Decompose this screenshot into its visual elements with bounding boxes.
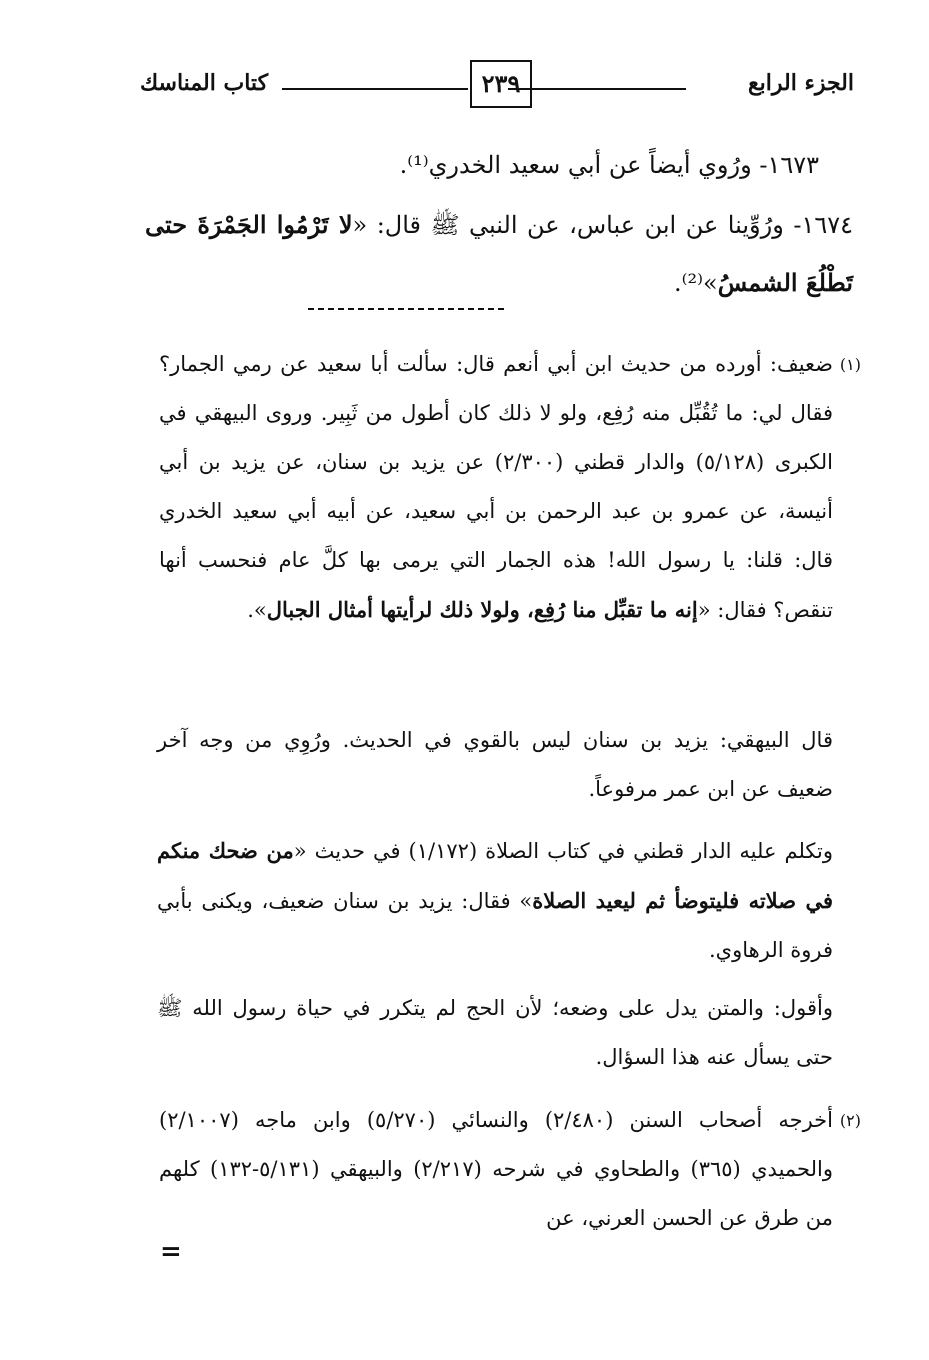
footnote-1 [159, 340, 859, 635]
header-rule-right [508, 88, 686, 90]
daraqutni-text: وتكلم عليه الدار قطني في كتاب الصلاة (١/١٧٢) في حديث « [293, 839, 833, 863]
author-comment: وأقول: والمتن يدل على وضعه؛ لأن الحج لم يتكرر في حياة رسول الله ﷺ حتى يسأل عنه هذا السؤال. [157, 996, 833, 1069]
daraqutni-end: » فقال: يزيد بن سنان ضعيف، ويكنى بأبي فروة الرهاوي. [157, 889, 833, 962]
page-number: ٢٣٩ [470, 60, 532, 108]
running-header [140, 60, 854, 116]
daraqutni-comment [157, 826, 833, 975]
hadith-1674-end: »⁽²⁾. [673, 269, 718, 297]
footnote-1-quote: إنه ما تقبِّل منا رُفِع، ولولا ذلك لرأيتها أمثال الجبال [266, 597, 698, 622]
footnote-1-text: ضعيف: أورده من حديث ابن أبي أنعم قال: سألت أبا سعيد عن رمي الجمار؟ فقال لي: ما تُقُبِّل منه رُفِع، ولو لا ذلك كان أطول من ثَبِير. وروى البيهقي في الكبرى (٥/١٢٨) والدار قطني (٢/٣٠٠) عن يزيد بن سنان، عن يزيد بن أبي أنيسة، عن عمرو بن عبد الرحمن بن أبي سعيد، عن أبيه أبي سعيد الخدري قال: قلنا: يا رسول الله! هذه الجمار التي يرمى بها كلَّ عام فنحسب أنها تنقص؟ فقال: « [159, 352, 834, 622]
footnote-2-marker: (٢) [839, 1111, 861, 1130]
hadith-1674-intro: ١٦٧٤- ورُوِّينا عن ابن عباس، عن النبي ﷺ قال: « [352, 211, 853, 239]
volume-title: الجزء الرابع [747, 70, 854, 96]
footnote-2 [159, 1096, 859, 1243]
hadith-1673: ١٦٧٣- ورُوي أيضاً عن أبي سعيد الخدري⁽¹⁾. [399, 151, 819, 179]
continuation-mark: = [160, 1237, 182, 1267]
footnote-1-body [159, 340, 833, 635]
footnote-2-body: أخرجه أصحاب السنن (٢/٤٨٠) والنسائي (٥/٢٧٠) وابن ماجه (٢/١٠٠٧) والحميدي (٣٦٥) والطحاوي في شرحه (٢/٢١٧) والبيهقي (٥/١٣١-١٣٢) كلهم من طرق عن الحسن العرني، عن [159, 1108, 834, 1230]
footnote-1-end: ». [247, 598, 267, 622]
bayhaqi-comment: قال البيهقي: يزيد بن سنان ليس بالقوي في الحديث. ورُوِي من وجه آخر ضعيف عن ابن عمر مرفوعاً. [157, 728, 833, 801]
header-rule-left [282, 88, 468, 90]
footnote-1-marker: (١) [839, 355, 861, 374]
hadith-1674 [145, 196, 853, 312]
daraqutni-quote: من ضحك منكم في صلاته فليتوضأ ثم ليعيد الصلاة [157, 838, 833, 913]
footnote-separator [308, 308, 504, 310]
chapter-title: كتاب المناسك [140, 70, 269, 96]
hadith-1674-quote: لا تَرْمُوا الجَمْرَةَ حتى تَطْلُعَ الشمسُ [145, 210, 853, 297]
